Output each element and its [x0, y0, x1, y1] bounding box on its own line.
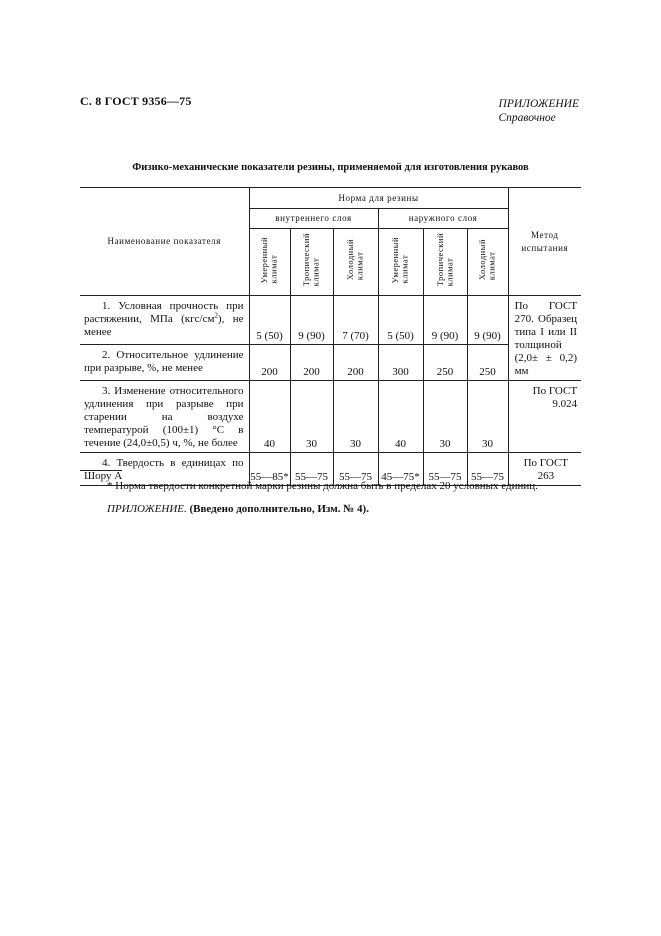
table-row	[80, 296, 581, 345]
table-cell: 200	[249, 345, 290, 381]
table-cell: 55—75	[467, 453, 508, 486]
table-cell: 5 (50)	[378, 296, 423, 345]
table-cell: 200	[290, 345, 333, 381]
table-cell: 7 (70)	[333, 296, 378, 345]
climate-header: Тропический климат	[290, 229, 333, 296]
appendix-note	[107, 503, 369, 515]
table-cell: 45—75*	[378, 453, 423, 486]
test-method: По ГОСТ 270. Образец типа I или II толщиной (2,0± ± 0,2) мм	[508, 296, 581, 381]
table-cell: 40	[378, 381, 423, 453]
table-cell: 55—75	[333, 453, 378, 486]
appendix-type: Справочное	[498, 112, 556, 124]
table-cell: 250	[467, 345, 508, 381]
table-row	[80, 345, 581, 381]
table-cell: 9 (90)	[423, 296, 467, 345]
table-cell: 300	[378, 345, 423, 381]
table-cell: 30	[333, 381, 378, 453]
climate-header: Холодный климат	[333, 229, 378, 296]
column-header-inner-layer: внутреннего слоя	[249, 209, 378, 229]
appendix-note-label: ПРИЛОЖЕНИЕ.	[107, 503, 187, 515]
table-cell: 55—85*	[249, 453, 290, 486]
test-method: По ГОСТ 263	[508, 453, 581, 486]
table-cell: 55—75	[290, 453, 333, 486]
properties-table	[80, 187, 581, 486]
appendix-label	[499, 97, 579, 125]
property-name: 1. Условная прочность при растяжении, МПа $(кгс/см^2)$, не менее	[84, 300, 244, 338]
appendix-note-text: (Введено дополнительно, Изм. № 4).	[189, 503, 369, 515]
table-cell: 30	[467, 381, 508, 453]
page-header: С. 8 ГОСТ 9356—75	[80, 94, 192, 108]
table-cell: 9 (90)	[467, 296, 508, 345]
table-cell: 30	[423, 381, 467, 453]
test-method: По ГОСТ 9.024	[508, 381, 581, 453]
table-cell: 200	[333, 345, 378, 381]
table-cell: 250	[423, 345, 467, 381]
footnote-divider	[80, 470, 122, 471]
column-header-outer-layer: наружного слоя	[378, 209, 508, 229]
climate-header: Тропический климат	[423, 229, 467, 296]
column-header-name: Наименование показателя	[80, 188, 249, 296]
property-name: 2. Относительное удлинение при разрыве, %, не менее	[80, 345, 249, 381]
climate-header: Умеренный климат	[249, 229, 290, 296]
appendix-title: ПРИЛОЖЕНИЕ	[498, 98, 579, 110]
table-title: Физико-механические показатели резины, применяемой для изготовления рукавов	[132, 162, 529, 173]
footnote: * Норма твердости конкретной марки резины должна быть в пределах 20 условных единиц.	[107, 480, 538, 492]
column-header-method: Метод испытания	[508, 188, 581, 296]
table-cell: 30	[290, 381, 333, 453]
table-cell: 40	[249, 381, 290, 453]
climate-header: Холодный климат	[467, 229, 508, 296]
table-cell: 5 (50)	[249, 296, 290, 345]
table-cell: 55—75	[423, 453, 467, 486]
table-cell: 9 (90)	[290, 296, 333, 345]
property-name: 4. Твердость в единицах по Шору А	[80, 453, 249, 486]
property-name: 3. Изменение относительного удлинения при разрыве при старении на воздухе температурой (100±1) °С в течение (24,0±0,5) ч, %, не более	[80, 381, 249, 453]
climate-header: Умеренный климат	[378, 229, 423, 296]
column-header-norm: Норма для резины	[249, 188, 508, 209]
table-row	[80, 381, 581, 453]
